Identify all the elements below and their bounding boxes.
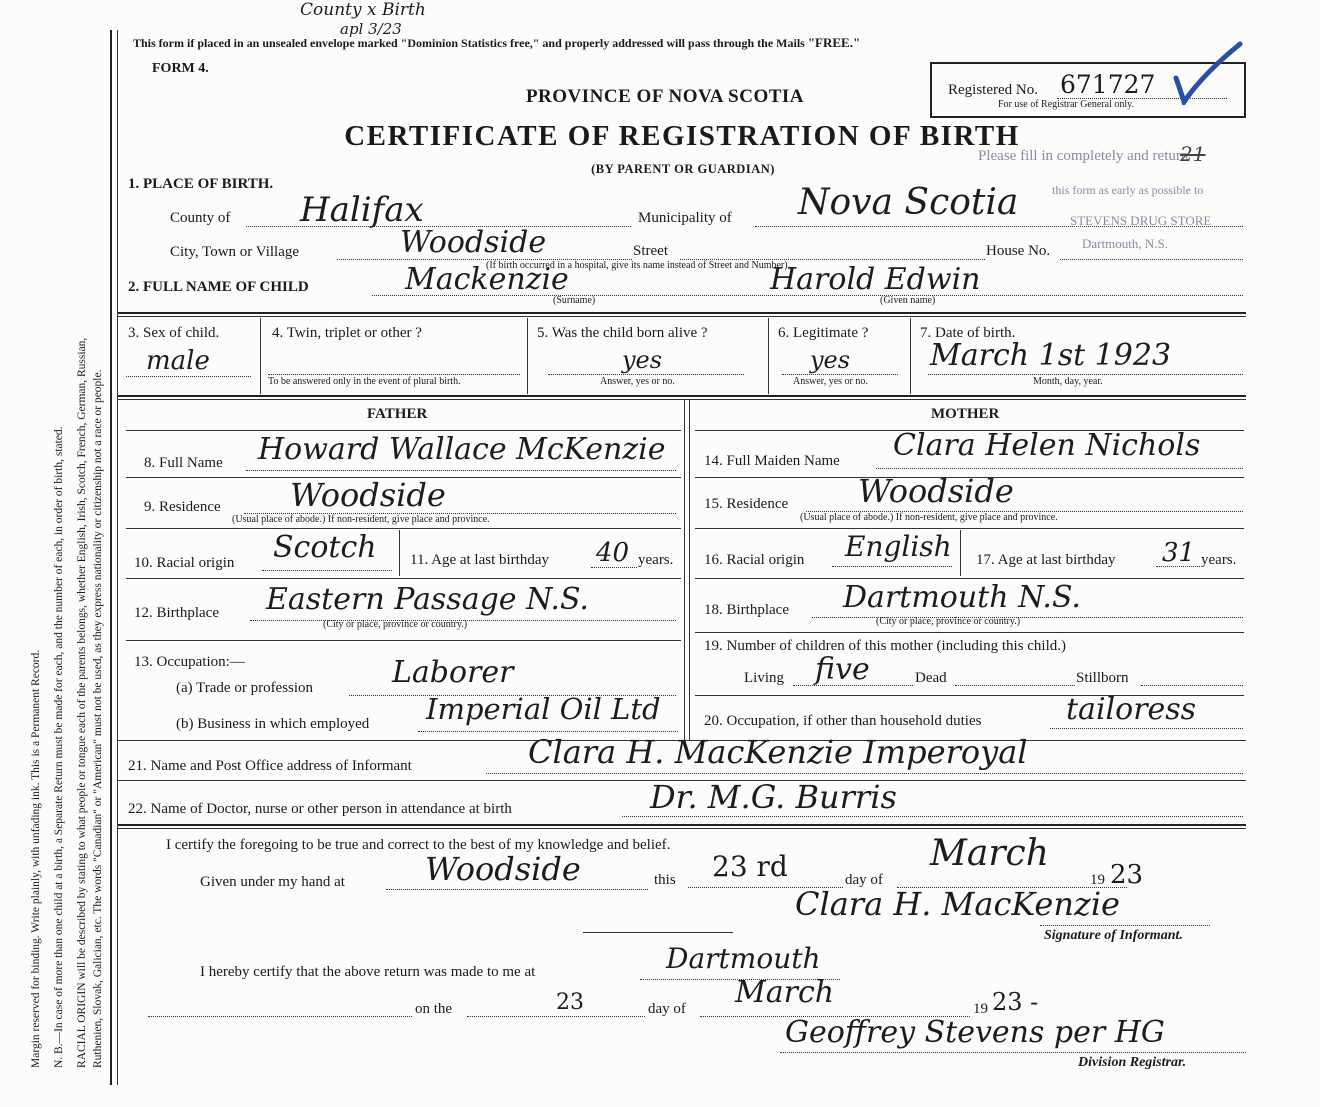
mother-occupation-line xyxy=(1050,728,1243,729)
twin-label: 4. Twin, triplet or other ? xyxy=(272,325,422,341)
county-value: Halifax xyxy=(300,190,424,230)
municipality-label: Municipality of xyxy=(638,210,732,226)
mother-age-value: 31 xyxy=(1162,538,1196,568)
alive-note: Answer, yes or no. xyxy=(600,376,675,387)
margin-rule xyxy=(110,30,112,1085)
informant-line xyxy=(486,773,1243,774)
given-place-line xyxy=(386,889,648,890)
dob-label: 7. Date of birth. xyxy=(920,325,1016,341)
municipality-line xyxy=(755,226,1243,227)
mother-residence-label: 15. Residence xyxy=(704,496,789,512)
registered-number: 671727 xyxy=(1060,70,1156,99)
legit-label: 6. Legitimate ? xyxy=(778,325,869,341)
surname-note: (Surname) xyxy=(553,295,596,306)
father-age-value: 40 xyxy=(596,538,630,568)
stamp-line-2: this form as early as possible to xyxy=(1052,183,1204,197)
sex-line xyxy=(126,376,251,377)
father-race-line xyxy=(262,570,392,571)
divider-alive xyxy=(768,318,769,394)
hospital-note: (If birth occurred in a hospital, give its name instead of Street and Number) xyxy=(486,260,788,271)
place-heading: 1. PLACE OF BIRTH. xyxy=(128,176,274,192)
rule-certify-top2 xyxy=(118,828,1246,829)
father-birthplace-label: 12. Birthplace xyxy=(134,605,219,621)
mother-birthplace-label: 18. Birthplace xyxy=(704,602,789,618)
divider-sex xyxy=(260,318,261,394)
mother-race-line xyxy=(832,566,952,567)
mother-race-value: English xyxy=(845,530,952,563)
mother-name-value: Clara Helen Nichols xyxy=(893,428,1201,463)
mother-occupation-label: 20. Occupation, if other than household duties xyxy=(704,713,982,729)
mother-children-label: 19. Number of children of this mother (including this child.) xyxy=(704,638,1067,654)
father-birthplace-value: Eastern Passage N.S. xyxy=(266,582,589,617)
alive-line xyxy=(548,374,744,375)
alive-label: 5. Was the child born alive ? xyxy=(537,325,708,341)
side-note-racial-2: Ruthenien, Slovak, Galician, etc. The words "Canadian" or "American" must not be used, as they express nationality or citizenship not a race or people. xyxy=(92,369,104,1068)
mother-age-years: years. xyxy=(1201,552,1237,568)
onthe-label: on the xyxy=(415,1001,453,1017)
stamp-line-4: Dartmouth, N.S. xyxy=(1082,236,1168,251)
informant-value: Clara H. MacKenzie Imperoyal xyxy=(528,733,1028,771)
mother-age-label: 17. Age at last birthday xyxy=(976,552,1116,568)
father-business-value: Imperial Oil Ltd xyxy=(426,692,661,726)
mother-residence-value: Woodside xyxy=(858,472,1014,510)
father-name-line xyxy=(246,470,676,471)
mother-living-value: five xyxy=(815,652,870,687)
father-rule-3 xyxy=(126,528,681,529)
side-note-nb: N. B.—In case of more than one child at a birth, a Separate Return must be made for each, and the number of each, in order of birth, stated. xyxy=(53,426,65,1068)
twin-line xyxy=(268,374,520,375)
father-trade-label: (a) Trade or profession xyxy=(176,680,314,696)
registrar-signature-label: Division Registrar. xyxy=(1078,1055,1187,1070)
doctor-value: Dr. M.G. Burris xyxy=(650,778,897,816)
father-race-label: 10. Racial origin xyxy=(134,555,235,571)
this-label: this xyxy=(654,872,676,888)
parents-divider-2 xyxy=(689,400,690,740)
registered-label: Registered No. xyxy=(948,82,1038,98)
stamp-number: 21 xyxy=(1180,142,1206,166)
father-age-years: years. xyxy=(638,552,674,568)
divider-legit xyxy=(910,318,911,394)
mother-dead-label: Dead xyxy=(915,670,947,686)
registrar-year-prefix: 19 xyxy=(973,1001,988,1017)
registrar-day-value: 23 xyxy=(556,990,584,1015)
registrar-day-line xyxy=(467,1016,645,1017)
rule-parents-top2 xyxy=(118,399,1246,400)
registrar-lead-line xyxy=(148,1016,412,1017)
mother-living-label: Living xyxy=(744,670,784,686)
form-number: FORM 4. xyxy=(152,61,209,76)
dob-value: March 1st 1923 xyxy=(930,338,1172,373)
house-line xyxy=(1060,259,1243,260)
informant-signature: Clara H. MacKenzie xyxy=(795,885,1120,923)
side-note-binding: Margin reserved for binding. Write plainly, with unfading ink. This is a Permanent Record. xyxy=(30,649,42,1068)
dob-note: Month, day, year. xyxy=(1033,376,1103,387)
mother-rule-3 xyxy=(695,528,1244,529)
certify-year-value: 23 xyxy=(1110,860,1144,890)
mother-name-label: 14. Full Maiden Name xyxy=(704,453,840,469)
parents-divider xyxy=(684,400,685,740)
informant-signature-label: Signature of Informant. xyxy=(1044,928,1183,943)
informant-label: 21. Name and Post Office address of Informant xyxy=(128,758,412,774)
mother-rule-5 xyxy=(695,632,1244,633)
child-name-label: 2. FULL NAME OF CHILD xyxy=(128,279,309,295)
mother-residence-note: (Usual place of abode.) If non-resident, give place and province. xyxy=(800,512,1058,523)
divider-twin xyxy=(527,318,528,394)
mother-rule-4 xyxy=(695,578,1244,579)
province-heading: PROVINCE OF NOVA SCOTIA xyxy=(525,86,805,107)
mother-stillborn-line xyxy=(1141,685,1243,686)
certify-text: I certify the foregoing to be true and correct to the best of my knowledge and belief. xyxy=(166,837,671,853)
father-residence-note: (Usual place of abode.) If non-resident, give place and province. xyxy=(232,514,490,525)
child-given-name: Harold Edwin xyxy=(770,262,981,297)
rule-certify-top xyxy=(118,824,1246,826)
legit-line xyxy=(782,374,898,375)
mother-race-label: 16. Racial origin xyxy=(704,552,805,568)
mail-notice-text: This form if placed in an unsealed envelope marked "Dominion Statistics free," and properly addressed will pass through the Mails xyxy=(133,36,805,50)
stamp-line-3: STEVENS DRUG STORE xyxy=(1070,213,1212,228)
registrar-dayof-label: day of xyxy=(648,1001,686,1017)
father-rule-1 xyxy=(126,430,681,431)
certify-month-value: March xyxy=(930,833,1049,874)
father-business-label: (b) Business in which employed xyxy=(176,716,370,732)
certify-day-value: 23 rd xyxy=(712,850,788,883)
given-note: (Given name) xyxy=(880,295,936,306)
registrar-signature-line xyxy=(780,1052,1246,1053)
mother-occupation-value: tailoress xyxy=(1066,692,1197,727)
mail-notice xyxy=(133,35,860,51)
sex-label: 3. Sex of child. xyxy=(128,325,220,341)
registrar-signature: Geoffrey Stevens per HG xyxy=(785,1015,1165,1050)
father-birthplace-note: (City or place, province or country.) xyxy=(323,619,468,630)
father-name-value: Howard Wallace McKenzie xyxy=(258,432,666,467)
side-note-racial-1: RACIAL ORIGIN will be described by stating to what people or tongue each of the parents belongs, whether English, Irish, Scotch, French, German, Russian, xyxy=(76,337,88,1068)
county-label: County of xyxy=(170,210,231,226)
father-occupation-label: 13. Occupation:— xyxy=(134,654,245,670)
registrar-place-value: Dartmouth xyxy=(666,942,821,975)
mother-stillborn-label: Stillborn xyxy=(1076,670,1129,686)
top-annotation-1: County x Birth xyxy=(300,0,426,20)
city-label: City, Town or Village xyxy=(170,244,300,260)
city-value: Woodside xyxy=(400,225,547,260)
mother-heading: MOTHER xyxy=(931,406,1000,422)
house-label: House No. xyxy=(986,243,1051,259)
alive-value: yes xyxy=(622,346,663,374)
doctor-line xyxy=(622,816,1243,817)
informant-signature-line xyxy=(1040,925,1210,926)
certificate-subtitle: (BY PARENT OR GUARDIAN) xyxy=(591,162,775,176)
certificate-title: CERTIFICATE OF REGISTRATION OF BIRTH xyxy=(344,120,1020,152)
father-business-line xyxy=(418,731,678,732)
top-annotation-2: apl 3/23 xyxy=(340,20,402,38)
mother-dead-line xyxy=(955,685,1075,686)
father-race-value: Scotch xyxy=(273,530,377,565)
child-surname: Mackenzie xyxy=(405,262,569,297)
certify-year-prefix: 19 xyxy=(1090,872,1105,888)
registrar-text: I hereby certify that the above return was made to me at xyxy=(200,964,536,980)
father-rule-4 xyxy=(126,578,681,579)
mother-birthplace-note: (City or place, province or country.) xyxy=(876,616,1021,627)
father-age-label: 11. Age at last birthday xyxy=(410,552,549,568)
short-rule xyxy=(583,932,733,933)
sex-value: male xyxy=(146,346,210,376)
father-name-label: 8. Full Name xyxy=(144,455,223,471)
father-residence-label: 9. Residence xyxy=(144,499,221,515)
rule-row3-top2 xyxy=(118,316,1246,317)
legit-value: yes xyxy=(810,346,851,374)
father-heading: FATHER xyxy=(367,406,428,422)
dob-line xyxy=(928,374,1243,375)
mother-birthplace-value: Dartmouth N.S. xyxy=(843,580,1081,615)
father-trade-value: Laborer xyxy=(392,655,514,690)
father-race-divider xyxy=(399,530,400,576)
given-under-label: Given under my hand at xyxy=(200,874,345,890)
registrar-year-value: 23 - xyxy=(992,988,1039,1016)
dayof-label: day of xyxy=(845,872,883,888)
margin-rule-inner xyxy=(117,30,118,1085)
twin-note: To be answered only in the event of plural birth. xyxy=(268,376,461,387)
rule-parents-top xyxy=(118,395,1246,397)
mother-name-line xyxy=(876,468,1243,469)
father-rule-5 xyxy=(126,640,681,641)
mother-race-divider xyxy=(960,530,961,576)
stamp-line-1: Please fill in completely and return xyxy=(978,148,1189,164)
street-label: Street xyxy=(633,243,668,259)
registered-note: For use of Registrar General only. xyxy=(998,99,1134,110)
father-residence-value: Woodside xyxy=(290,476,446,514)
rule-row3-top xyxy=(118,312,1246,314)
doctor-label: 22. Name of Doctor, nurse or other person in attendance at birth xyxy=(128,801,512,817)
municipality-value: Nova Scotia xyxy=(798,182,1019,223)
legit-note: Answer, yes or no. xyxy=(793,376,868,387)
registrar-month-value: March xyxy=(735,975,835,1010)
mail-notice-free: "FREE." xyxy=(807,35,861,50)
given-place-value: Woodside xyxy=(425,850,581,888)
